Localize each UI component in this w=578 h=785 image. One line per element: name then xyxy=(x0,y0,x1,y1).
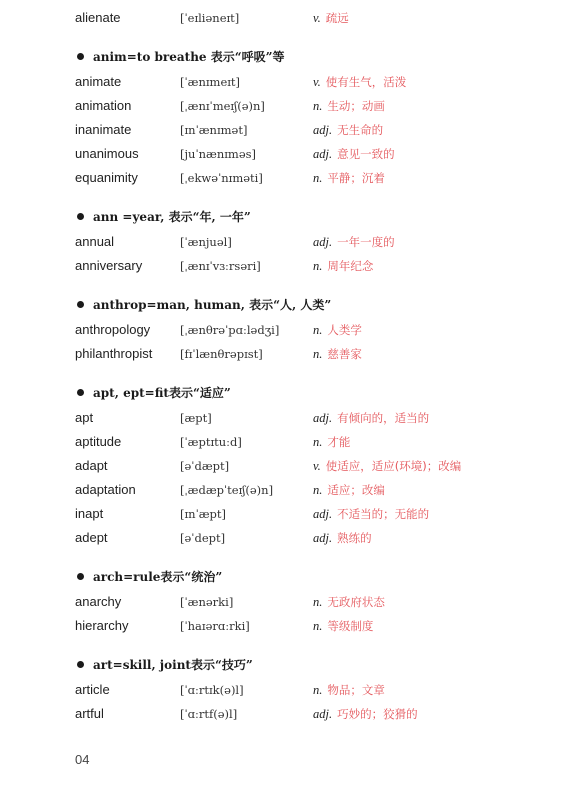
part-of-speech: n. xyxy=(313,483,323,497)
part-of-speech: n. xyxy=(313,347,323,361)
part-of-speech: adj. xyxy=(313,507,333,521)
entry-definition xyxy=(313,168,385,188)
entry-word: unanimous xyxy=(75,146,139,161)
part-of-speech: adj. xyxy=(313,411,333,425)
entry-article xyxy=(0,680,578,700)
part-of-speech: n. xyxy=(313,99,323,113)
bullet-icon xyxy=(77,213,84,220)
part-of-speech: adj. xyxy=(313,531,333,545)
part-of-speech: n. xyxy=(313,259,323,273)
root-header-art xyxy=(77,654,253,674)
entry-word: hierarchy xyxy=(75,618,129,633)
root-header-apt xyxy=(77,382,231,402)
entry-phonetic: [ˌekwəˈnɪməti] xyxy=(180,171,263,185)
entry-definition xyxy=(313,120,383,140)
entry-word: inapt xyxy=(75,506,104,521)
entry-unanimous xyxy=(0,144,578,164)
entry-adaptation xyxy=(0,480,578,500)
root-header-text: ann =year, 表示“年, 一年” xyxy=(93,209,251,224)
bullet-icon xyxy=(77,573,84,580)
entry-anthropology xyxy=(0,320,578,340)
entry-phonetic: [ˈænɪmeɪt] xyxy=(180,75,241,89)
part-of-speech: v. xyxy=(313,459,321,473)
entry-phonetic: [juˈnænɪməs] xyxy=(180,147,257,161)
entry-aptitude xyxy=(0,432,578,452)
entry-phonetic: [ˌænθrəˈpɑːlədʒi] xyxy=(180,323,280,337)
root-header-text: apt, ept=fit表示“适应” xyxy=(93,385,231,400)
part-of-speech: v. xyxy=(313,11,321,25)
entry-phonetic: [əˈdæpt] xyxy=(180,459,230,473)
root-header-text: anim=to breathe 表示“呼吸”等 xyxy=(93,49,285,64)
entry-word: apt xyxy=(75,410,94,425)
entry-word: inanimate xyxy=(75,122,132,137)
entry-definition xyxy=(313,320,362,340)
entry-definition xyxy=(313,480,385,500)
entry-word: anarchy xyxy=(75,594,122,609)
entry-definition xyxy=(313,528,372,548)
entry-word: aptitude xyxy=(75,434,122,449)
page-number: 04 xyxy=(75,752,90,767)
part-of-speech: adj. xyxy=(313,147,333,161)
bullet-icon xyxy=(77,389,84,396)
chinese-meaning: 无生命的 xyxy=(337,123,384,137)
chinese-meaning: 生动；动画 xyxy=(327,99,385,113)
entry-word: article xyxy=(75,682,110,697)
chinese-meaning: 适应；改编 xyxy=(327,483,385,497)
entry-definition xyxy=(313,704,418,724)
entry-adapt xyxy=(0,456,578,476)
chinese-meaning: 意见一致的 xyxy=(337,147,395,161)
entry-definition xyxy=(313,256,373,276)
entry-anniversary xyxy=(0,256,578,276)
entry-alienate xyxy=(0,8,578,28)
chinese-meaning: 平静；沉着 xyxy=(327,171,385,185)
entry-definition xyxy=(313,592,385,612)
entry-definition xyxy=(313,8,349,28)
chinese-meaning: 物品；文章 xyxy=(327,683,385,697)
entry-annual xyxy=(0,232,578,252)
entry-word: philanthropist xyxy=(75,346,153,361)
entry-definition xyxy=(313,504,429,524)
entry-animate xyxy=(0,72,578,92)
chinese-meaning: 使适应，适应(环境)；改编 xyxy=(325,459,462,473)
entry-phonetic: [æpt] xyxy=(180,411,212,425)
chinese-meaning: 使有生气，活泼 xyxy=(325,75,407,89)
bullet-icon xyxy=(77,661,84,668)
entry-definition xyxy=(313,432,350,452)
part-of-speech: v. xyxy=(313,75,321,89)
entry-definition xyxy=(313,408,429,428)
part-of-speech: n. xyxy=(313,323,323,337)
entry-artful xyxy=(0,704,578,724)
entry-definition xyxy=(313,72,406,92)
entry-definition xyxy=(313,144,395,164)
bullet-icon xyxy=(77,53,84,60)
entry-phonetic: [ˈænərki] xyxy=(180,595,234,609)
chinese-meaning: 疏远 xyxy=(325,11,349,25)
chinese-meaning: 熟练的 xyxy=(337,531,372,545)
root-header-anthrop xyxy=(77,294,331,314)
bullet-icon xyxy=(77,301,84,308)
part-of-speech: adj. xyxy=(313,235,333,249)
entry-word: animate xyxy=(75,74,122,89)
entry-word: adapt xyxy=(75,458,108,473)
chinese-meaning: 无政府状态 xyxy=(327,595,385,609)
entry-phonetic: [ɪnˈænɪmət] xyxy=(180,123,248,137)
entry-word: adept xyxy=(75,530,108,545)
root-header-text: arch=rule表示“统治” xyxy=(93,569,223,584)
part-of-speech: n. xyxy=(313,683,323,697)
chinese-meaning: 一年一度的 xyxy=(337,235,395,249)
entry-phonetic: [ˈhaɪərɑːrki] xyxy=(180,619,250,633)
entry-animation xyxy=(0,96,578,116)
entry-hierarchy xyxy=(0,616,578,636)
part-of-speech: n. xyxy=(313,435,323,449)
entry-equanimity xyxy=(0,168,578,188)
chinese-meaning: 周年纪念 xyxy=(327,259,374,273)
part-of-speech: n. xyxy=(313,595,323,609)
entry-word: equanimity xyxy=(75,170,138,185)
entry-definition xyxy=(313,232,395,252)
entry-phonetic: [ˈeɪliəneɪt] xyxy=(180,11,240,25)
entry-philanthropist xyxy=(0,344,578,364)
entry-apt xyxy=(0,408,578,428)
entry-phonetic: [ˈæptɪtuːd] xyxy=(180,435,242,449)
entry-phonetic: [ɪnˈæpt] xyxy=(180,507,227,521)
entry-inapt xyxy=(0,504,578,524)
entry-phonetic: [ˈɑːrtf(ə)l] xyxy=(180,707,238,721)
entry-word: anthropology xyxy=(75,322,151,337)
chinese-meaning: 慈善家 xyxy=(327,347,362,361)
entry-adept xyxy=(0,528,578,548)
part-of-speech: n. xyxy=(313,619,323,633)
entry-definition xyxy=(313,680,385,700)
root-header-ann xyxy=(77,206,251,226)
entry-phonetic: [əˈdept] xyxy=(180,531,226,545)
entry-word: adaptation xyxy=(75,482,136,497)
entry-phonetic: [ˌænɪˈmeɪʃ(ə)n] xyxy=(180,99,265,113)
chinese-meaning: 巧妙的；狡猾的 xyxy=(337,707,418,721)
entry-definition xyxy=(313,456,461,476)
root-header-text: anthrop=man, human, 表示“人, 人类” xyxy=(93,297,332,312)
root-header-text: art=skill, joint表示“技巧” xyxy=(93,657,253,672)
entry-word: anniversary xyxy=(75,258,143,273)
entry-word: animation xyxy=(75,98,132,113)
part-of-speech: adj. xyxy=(313,707,333,721)
entry-word: annual xyxy=(75,234,115,249)
entry-definition xyxy=(313,96,385,116)
entry-word: artful xyxy=(75,706,104,721)
entry-definition xyxy=(313,616,373,636)
root-header-arch xyxy=(77,566,222,586)
part-of-speech: n. xyxy=(313,171,323,185)
entry-inanimate xyxy=(0,120,578,140)
chinese-meaning: 有倾向的，适当的 xyxy=(337,411,430,425)
part-of-speech: adj. xyxy=(313,123,333,137)
entry-phonetic: [ˈɑːrtɪk(ə)l] xyxy=(180,683,244,697)
entry-phonetic: [fɪˈlænθrəpɪst] xyxy=(180,347,263,361)
root-header-anim xyxy=(77,46,285,66)
entry-word: alienate xyxy=(75,10,121,25)
entry-phonetic: [ˌædæpˈteɪʃ(ə)n] xyxy=(180,483,274,497)
chinese-meaning: 才能 xyxy=(327,435,351,449)
entry-phonetic: [ˌænɪˈvɜːrsəri] xyxy=(180,259,261,273)
chinese-meaning: 等级制度 xyxy=(327,619,374,633)
entry-phonetic: [ˈænjuəl] xyxy=(180,235,232,249)
entry-anarchy xyxy=(0,592,578,612)
chinese-meaning: 人类学 xyxy=(327,323,362,337)
entry-definition xyxy=(313,344,362,364)
chinese-meaning: 不适当的；无能的 xyxy=(337,507,430,521)
